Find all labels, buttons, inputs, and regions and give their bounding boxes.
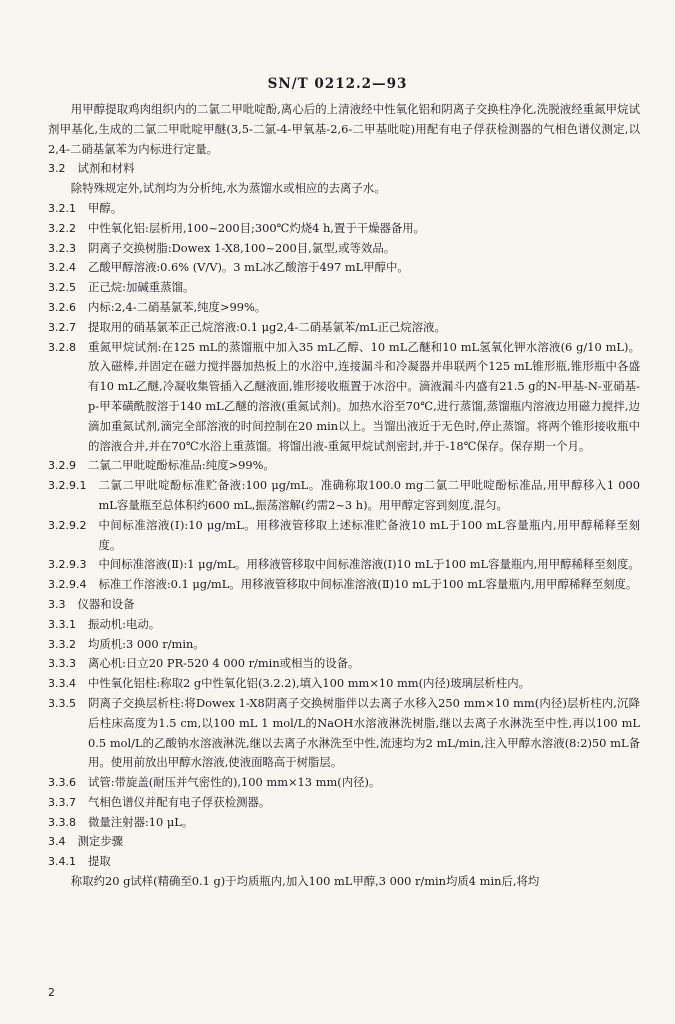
clause: 3.2.1 甲醇。 — [48, 200, 123, 215]
clause: 3.4.1 提取 — [48, 854, 111, 869]
paragraph: 称取约20 g试样(精确至0.1 g)于均质瓶内,加入100 mL甲醇,3 000 r/min均质4 min后,将均 — [70, 874, 540, 889]
paragraph: 除特殊规定外,试剂均为分析纯,水为蒸馏水或相应的去离子水。 — [70, 181, 386, 196]
standard-code-header: SN/T 0212.2—93 — [267, 76, 408, 92]
page-number: 2 — [48, 986, 55, 999]
section-heading: 3.2 试剂和材料 — [48, 161, 135, 176]
clause: 3.2.9.4 标准工作溶液:0.1 μg/mL。用移液管移取中间标准溶液(Ⅱ)10 mL于100 mL容量瓶内,用甲醇稀释至刻度。 — [48, 577, 638, 592]
clause: 3.2.9.2 中间标准溶液(Ⅰ):10 μg/mL。用移液管移取上述标准贮备液10 mL于100 mL容量瓶内,用甲醇稀释至刻度。 — [48, 517, 640, 552]
section-heading: 3.3 仪器和设备 — [48, 596, 135, 611]
document-body — [48, 100, 640, 892]
clause: 3.2.9.1 二氯二甲吡啶酚标准贮备液:100 μg/mL。准确称取100.0 mg二氯二甲吡啶酚标准品,用甲醇移入1 000 mL容量瓶至总体积约600 mL,振荡溶解(约需2~3 h)。用甲醇定容到刻度,混匀。 — [48, 478, 640, 512]
clause: 3.3.7 气相色谱仪并配有电子俘获检测器。 — [48, 794, 271, 809]
clause: 3.3.6 试管:带旋盖(耐压并气密性的),100 mm×13 mm(内径)。 — [48, 775, 381, 790]
clause: 3.2.6 内标:2,4-二硝基氯苯,纯度>99%。 — [48, 299, 267, 314]
clause: 3.3.3 离心机:日立20 PR-520 4 000 r/min或相当的设备。 — [48, 656, 360, 671]
clause: 3.2.3 阴离子交换树脂:Dowex 1-X8,100~200目,氯型,或等效品。 — [48, 240, 396, 255]
clause: 3.2.5 正己烷:加碱重蒸馏。 — [48, 280, 195, 295]
clause: 3.2.9 二氯二甲吡啶酚标准品:纯度>99%。 — [48, 458, 275, 473]
intro-paragraph: 用甲醇提取鸡肉组织内的二氯二甲吡啶酚,离心后的上清液经中性氧化铝和阴离子交换柱净化,洗脱液经重氮甲烷试剂甲基化,生成的二氯二甲吡啶甲醚(3,5-二氯-4-甲氧基-2,6-二甲基吡啶)用配有电子俘获检测器的气相色谱仪测定,以2,4-二硝基氯苯为内标进行定量。 — [48, 102, 640, 156]
clause: 3.3.2 均质机:3 000 r/min。 — [48, 636, 205, 651]
clause: 3.2.7 提取用的硝基氯苯正己烷溶液:0.1 μg2,4-二硝基氯苯/mL正己烷溶液。 — [48, 319, 446, 334]
clause: 3.3.1 振动机:电动。 — [48, 616, 161, 631]
clause: 3.3.8 微量注射器:10 μL。 — [48, 814, 194, 829]
clause: 3.2.8 重氮甲烷试剂:在125 mL的蒸馏瓶中加入35 mL乙醇、10 mL乙醚和10 mL氢氧化钾水溶液(6 g/10 mL)。放入磁棒,并固定在磁力搅拌器加热板上的水浴中,连接漏斗和冷凝器并串联两个125 mL锥形瓶,锥形瓶中各盛有10 mL乙醚,冷凝收集管插入乙醚液面,锥形接收瓶置于冰浴中。滴液漏斗内盛有21.5 g的N-甲基-N-亚硝基-p-甲苯磺酰胺溶于140 mL乙醚的溶液(重氮试剂)。加热水浴至70℃,进行蒸馏,蒸馏瓶内溶液边用磁力搅拌,边滴加重氮试剂,滴完全部溶液的时间控制在20 min以上。当馏出液近于无色时,停止蒸馏。将两个锥形接收瓶中的溶液合并,并在70℃水浴上重蒸馏。将馏出液-重氮甲烷试剂密封,并于-18℃保存。保存期一个月。 — [48, 339, 640, 453]
clause: 3.2.2 中性氧化铝:层析用,100~200目;300℃灼烧4 h,置于干燥器备用。 — [48, 220, 426, 235]
clause: 3.2.4 乙酸甲醇溶液:0.6% (V/V)。3 mL冰乙酸溶于497 mL甲醇中。 — [48, 260, 409, 275]
clause: 3.3.5 阴离子交换层析柱:将Dowex 1-X8阴离子交换树脂伴以去离子水移入250 mm×10 mm(内径)层析柱内,沉降后柱床高度为1.5 cm,以100 mL 1 mol/L的NaOH水溶液淋洗树脂,继以去离子水淋洗至中性,再以100 mL 0.5 mol/L的乙酸钠水溶液淋洗,继以去离子水淋洗至中性,流速均为2 mL/min,注入甲醇水溶液(8:2)50 mL备用。使用前放出甲醇水溶液,使液面略高于树脂层。 — [48, 695, 640, 770]
clause: 3.2.9.3 中间标准溶液(Ⅱ):1 μg/mL。用移液管移取中间标准溶液(Ⅰ)10 mL于100 mL容量瓶内,用甲醇稀释至刻度。 — [48, 557, 640, 572]
clause: 3.3.4 中性氧化铝柱:称取2 g中性氧化铝(3.2.2),填入100 mm×10 mm(内径)玻璃层析柱内。 — [48, 676, 530, 691]
section-heading: 3.4 测定步骤 — [48, 834, 124, 849]
